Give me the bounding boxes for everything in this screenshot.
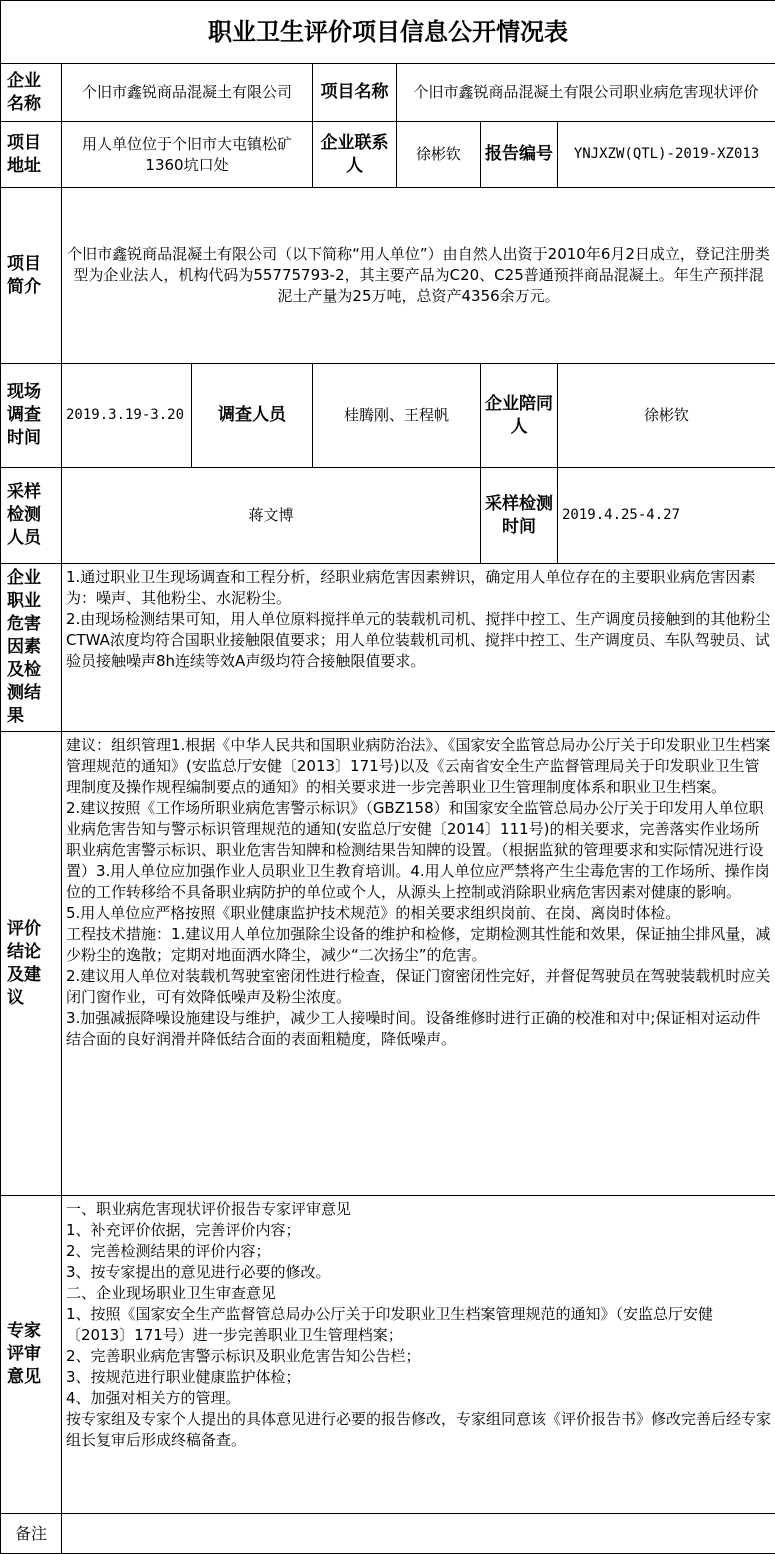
table-title: 职业卫生评价项目信息公开情况表 (1, 1, 775, 64)
sampling-staff-label: 采样检测人员 (1, 468, 62, 564)
evaluation-item: 建议：组织管理1.根据《中华人民共和国职业病防治法》、《国家安全监管总局办公厅关于印发职业卫生档案管理规范的通知》(安监总厅安健〔2013〕171号)以及《云南省安全生产监督管理局关于印发职业卫生管理制度及操作规程编制要点的通知》的相关要求进一步完善职业卫生管理制度体系和职业卫生档案。 (66, 736, 771, 796)
sampling-time-value: 2019.4.25-4.27 (558, 468, 775, 564)
expert-opinion-item: 2、完善职业病危害警示标识及职业危害告知公告栏； (66, 1347, 421, 1365)
expert-opinion-item: 3、按规范进行职业健康监护体检； (66, 1368, 301, 1386)
surveyors-value: 桂腾刚、王程帆 (313, 364, 481, 468)
expert-opinion-item: 1、按照《国家安全生产监督管总局办公厅关于印发职业卫生档案管理规范的通知》（安监总厅安健〔2013〕171号）进一步完善职业卫生管理档案； (66, 1305, 714, 1344)
survey-time-value: 2019.3.19-3.20 (62, 364, 192, 468)
project-intro-label: 项目简介 (1, 188, 62, 364)
expert-opinion-item: 4、加强对相关方的管理。 (66, 1389, 241, 1407)
expert-opinion-item: 按专家组及专家个人提出的具体意见进行必要的报告修改，专家组同意该《评价报告书》修改完善后经专家组长复审后形成终稿备查。 (66, 1410, 772, 1449)
company-contact-value: 徐彬钦 (397, 122, 481, 188)
remarks-value (62, 1514, 775, 1554)
project-address-value: 用人单位位于个旧市大屯镇松矿1360坑口处 (62, 122, 313, 188)
project-name-label: 项目名称 (313, 64, 397, 122)
report-no-label: 报告编号 (481, 122, 558, 188)
project-name-value: 个旧市鑫锐商品混凝土有限公司职业病危害现状评价 (397, 64, 775, 122)
survey-time-label: 现场调查时间 (1, 364, 62, 468)
expert-opinion-item: 2、完善检测结果的评价内容； (66, 1242, 271, 1260)
evaluation-item: 3.加强减振降噪设施建设与维护，减少工人接噪时间。设备维修时进行正确的校准和对中;保证相对运动件结合面的良好润滑并降低结合面的表面粗糙度，降低噪声。 (66, 1009, 761, 1048)
company-name-label: 企业名称 (1, 64, 62, 122)
expert-opinion-item: 二、企业现场职业卫生审查意见 (66, 1284, 277, 1302)
sampling-staff-value: 蒋文博 (62, 468, 481, 564)
company-escort-value: 徐彬钦 (558, 364, 775, 468)
evaluation-item: 2.建议用人单位对装载机驾驶室密闭性进行检查，保证门窗密闭性完好，并督促驾驶员在驾驶装载机时应关闭门窗作业，可有效降低噪声及粉尘浓度。 (66, 967, 771, 1006)
sampling-time-label: 采样检测时间 (481, 468, 558, 564)
expert-opinion-item: 一、职业病危害现状评价报告专家评审意见 (66, 1200, 352, 1218)
evaluation-item: 工程技术措施：1.建议用人单位加强除尘设备的维护和检修，定期检测其性能和效果，保证抽尘排风量，减少粉尘的逸散；定期对地面洒水降尘，减少“二次扬尘”的危害。 (66, 925, 771, 964)
report-no-value: YNJXZW(QTL)-2019-XZ013 (558, 122, 775, 188)
expert-opinion-content (62, 1196, 775, 1514)
company-contact-label: 企业联系人 (313, 122, 397, 188)
hazards-result-item: 1.通过职业卫生现场调查和工程分析，经职业病危害因素辨识，确定用人单位存在的主要职业病危害因素为：噪声、其他粉尘、水泥粉尘。 (66, 568, 756, 607)
hazards-result-content (62, 564, 775, 732)
surveyors-label: 调查人员 (192, 364, 313, 468)
expert-opinion-item: 3、按专家提出的意见进行必要的修改。 (66, 1263, 331, 1281)
expert-opinion-label: 专家评审意见 (1, 1196, 62, 1514)
expert-opinion-item: 1、补充评价依据，完善评价内容； (66, 1221, 301, 1239)
company-name-value: 个旧市鑫锐商品混凝土有限公司 (62, 64, 313, 122)
company-escort-label: 企业陪同人 (481, 364, 558, 468)
hazards-result-label: 企业职业危害因素及检测结果 (1, 564, 62, 732)
evaluation-label: 评价结论及建议 (1, 732, 62, 1196)
evaluation-item: 5.用人单位应严格按照《职业健康监护技术规范》的相关要求组织岗前、在岗、离岗时体检。 (66, 904, 681, 922)
remarks-label: 备注 (1, 1514, 62, 1554)
project-address-label: 项目地址 (1, 122, 62, 188)
evaluation-item: 2.建议按照《工作场所职业病危害警示标识》（GBZ158）和国家安全监管总局办公厅关于印发用人单位职业病危害告知与警示标识管理规范的通知(安监总厅安健〔2014〕111号)的相关要求，完善落实作业场所职业病危害警示标识、职业危害告知牌和检测结果告知牌的设置。（根据监狱的管理要求和实际情况进行设置）3.用人单位应加强作业人员职业卫生教育培训。4.用人单位应严禁将产生尘毒危害的工作场所、操作岗位的工作转移给不具备职业病防护的单位或个人，从源头上控制或消除职业病危害因素对健康的影响。 (66, 799, 770, 901)
evaluation-content (62, 732, 775, 1196)
hazards-result-item: 2.由现场检测结果可知，用人单位原料搅拌单元的装载机司机、搅拌中控工、生产调度员接触到的其他粉尘CTWA浓度均符合国职业接触限值要求；用人单位装载机司机、搅拌中控工、生产调度员、车队驾驶员、试验员接触噪声8h连续等效A声级均符合接触限值要求。 (66, 610, 771, 670)
project-intro-value: 个旧市鑫锐商品混凝土有限公司（以下简称“用人单位”）由自然人出资于2010年6月2日成立，登记注册类型为企业法人，机构代码为55775793-2，其主要产品为C20、C25普通预拌商品混凝土。年生产预拌混泥土产量为25万吨，总资产4356余万元。 (62, 188, 775, 364)
